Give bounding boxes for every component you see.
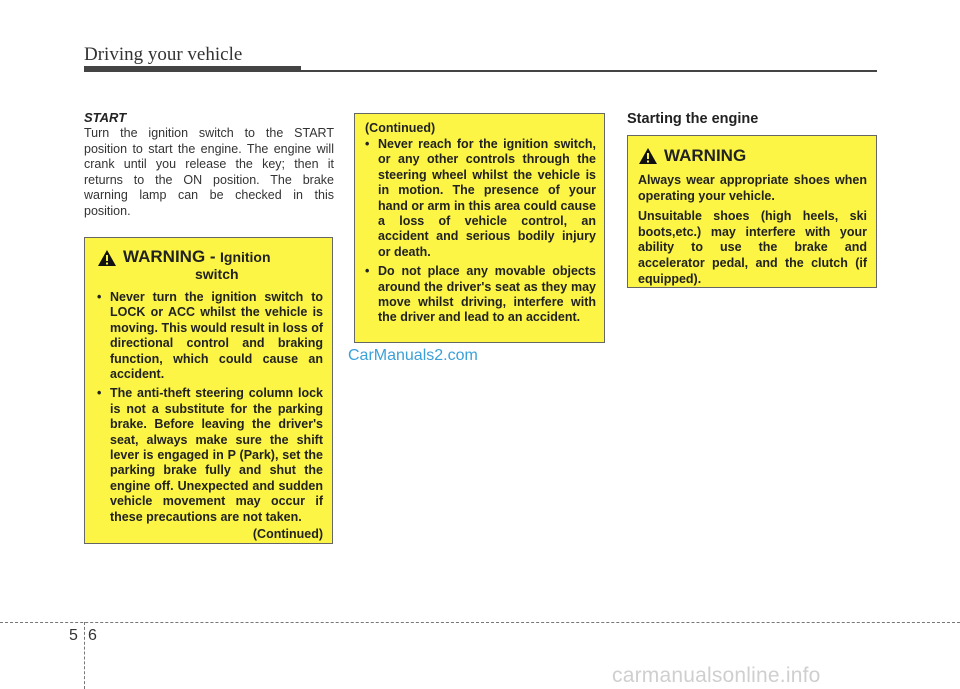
warning-ignition-box [84, 237, 333, 544]
list-item: • The anti-theft steering column lock is not a substitute for the parking brake. Before leaving the driver's seat, always make sure the shift lever is engaged in P (Park), set the parking brake fully and shut the engine off. Unexpected and sudden vehicle movement may occur if these precautions are not taken. [97, 386, 323, 525]
warning-triangle-icon [638, 147, 658, 165]
header-rule-thin [301, 70, 877, 72]
warning-paragraph: Unsuitable shoes (high heels, ski boots,etc.) may interfere with your ability to use the brake and accelerator pedal, and the clutch (if equipped). [638, 209, 867, 286]
continued-label: (Continued) [365, 121, 436, 135]
site-watermark: carmanualsonline.info [612, 664, 821, 687]
warning-header [97, 248, 323, 283]
warning-list [365, 137, 596, 326]
warning-word: WARNING [664, 146, 747, 165]
footer-rule [0, 622, 960, 623]
warning-paragraph: Always wear appropriate shoes when operating your vehicle. [638, 173, 867, 203]
warning-title [123, 248, 271, 283]
warning-subtitle-1: Ignition [220, 249, 271, 265]
list-item: • Never turn the ignition switch to LOCK or ACC whilst the vehicle is moving. This would result in loss of directional control and braking function, which could cause an accident. [97, 290, 323, 382]
warning-continued-box [354, 113, 605, 343]
watermark-text: CarManuals2.com [348, 347, 478, 364]
start-label: START [84, 110, 127, 125]
page-number: 6 [88, 627, 97, 644]
header-rule-thick [84, 66, 301, 72]
warning-shoes-box [627, 135, 877, 288]
list-item: • Do not place any movable objects around the driver's seat as they may move whilst driving, interfere with the driver and lead to an accident. [365, 264, 596, 326]
warning-list [97, 290, 323, 525]
footer-divider [84, 622, 85, 689]
start-body-text: Turn the ignition switch to the START position to start the engine. The engine will crank until you release the key; then it returns to the ON position. The brake warning lamp can be checked in this position. [84, 126, 334, 218]
warning-triangle-icon [97, 249, 117, 267]
section-number: 5 [69, 627, 78, 644]
warning-subtitle-2: switch [194, 266, 239, 282]
section-heading: Starting the engine [627, 111, 759, 127]
list-item: • Never reach for the ignition switch, or any other controls through the steering wheel whilst the vehicle is in motion. The presence of your hand or arm in this area could cause a loss of vehicle control, an accident and serious bodily injury or death. [365, 137, 596, 260]
warning-header [638, 146, 867, 166]
header-title: Driving your vehicle [84, 44, 243, 65]
warning-word: WARNING - [123, 247, 216, 266]
continued-label: (Continued) [252, 527, 323, 542]
